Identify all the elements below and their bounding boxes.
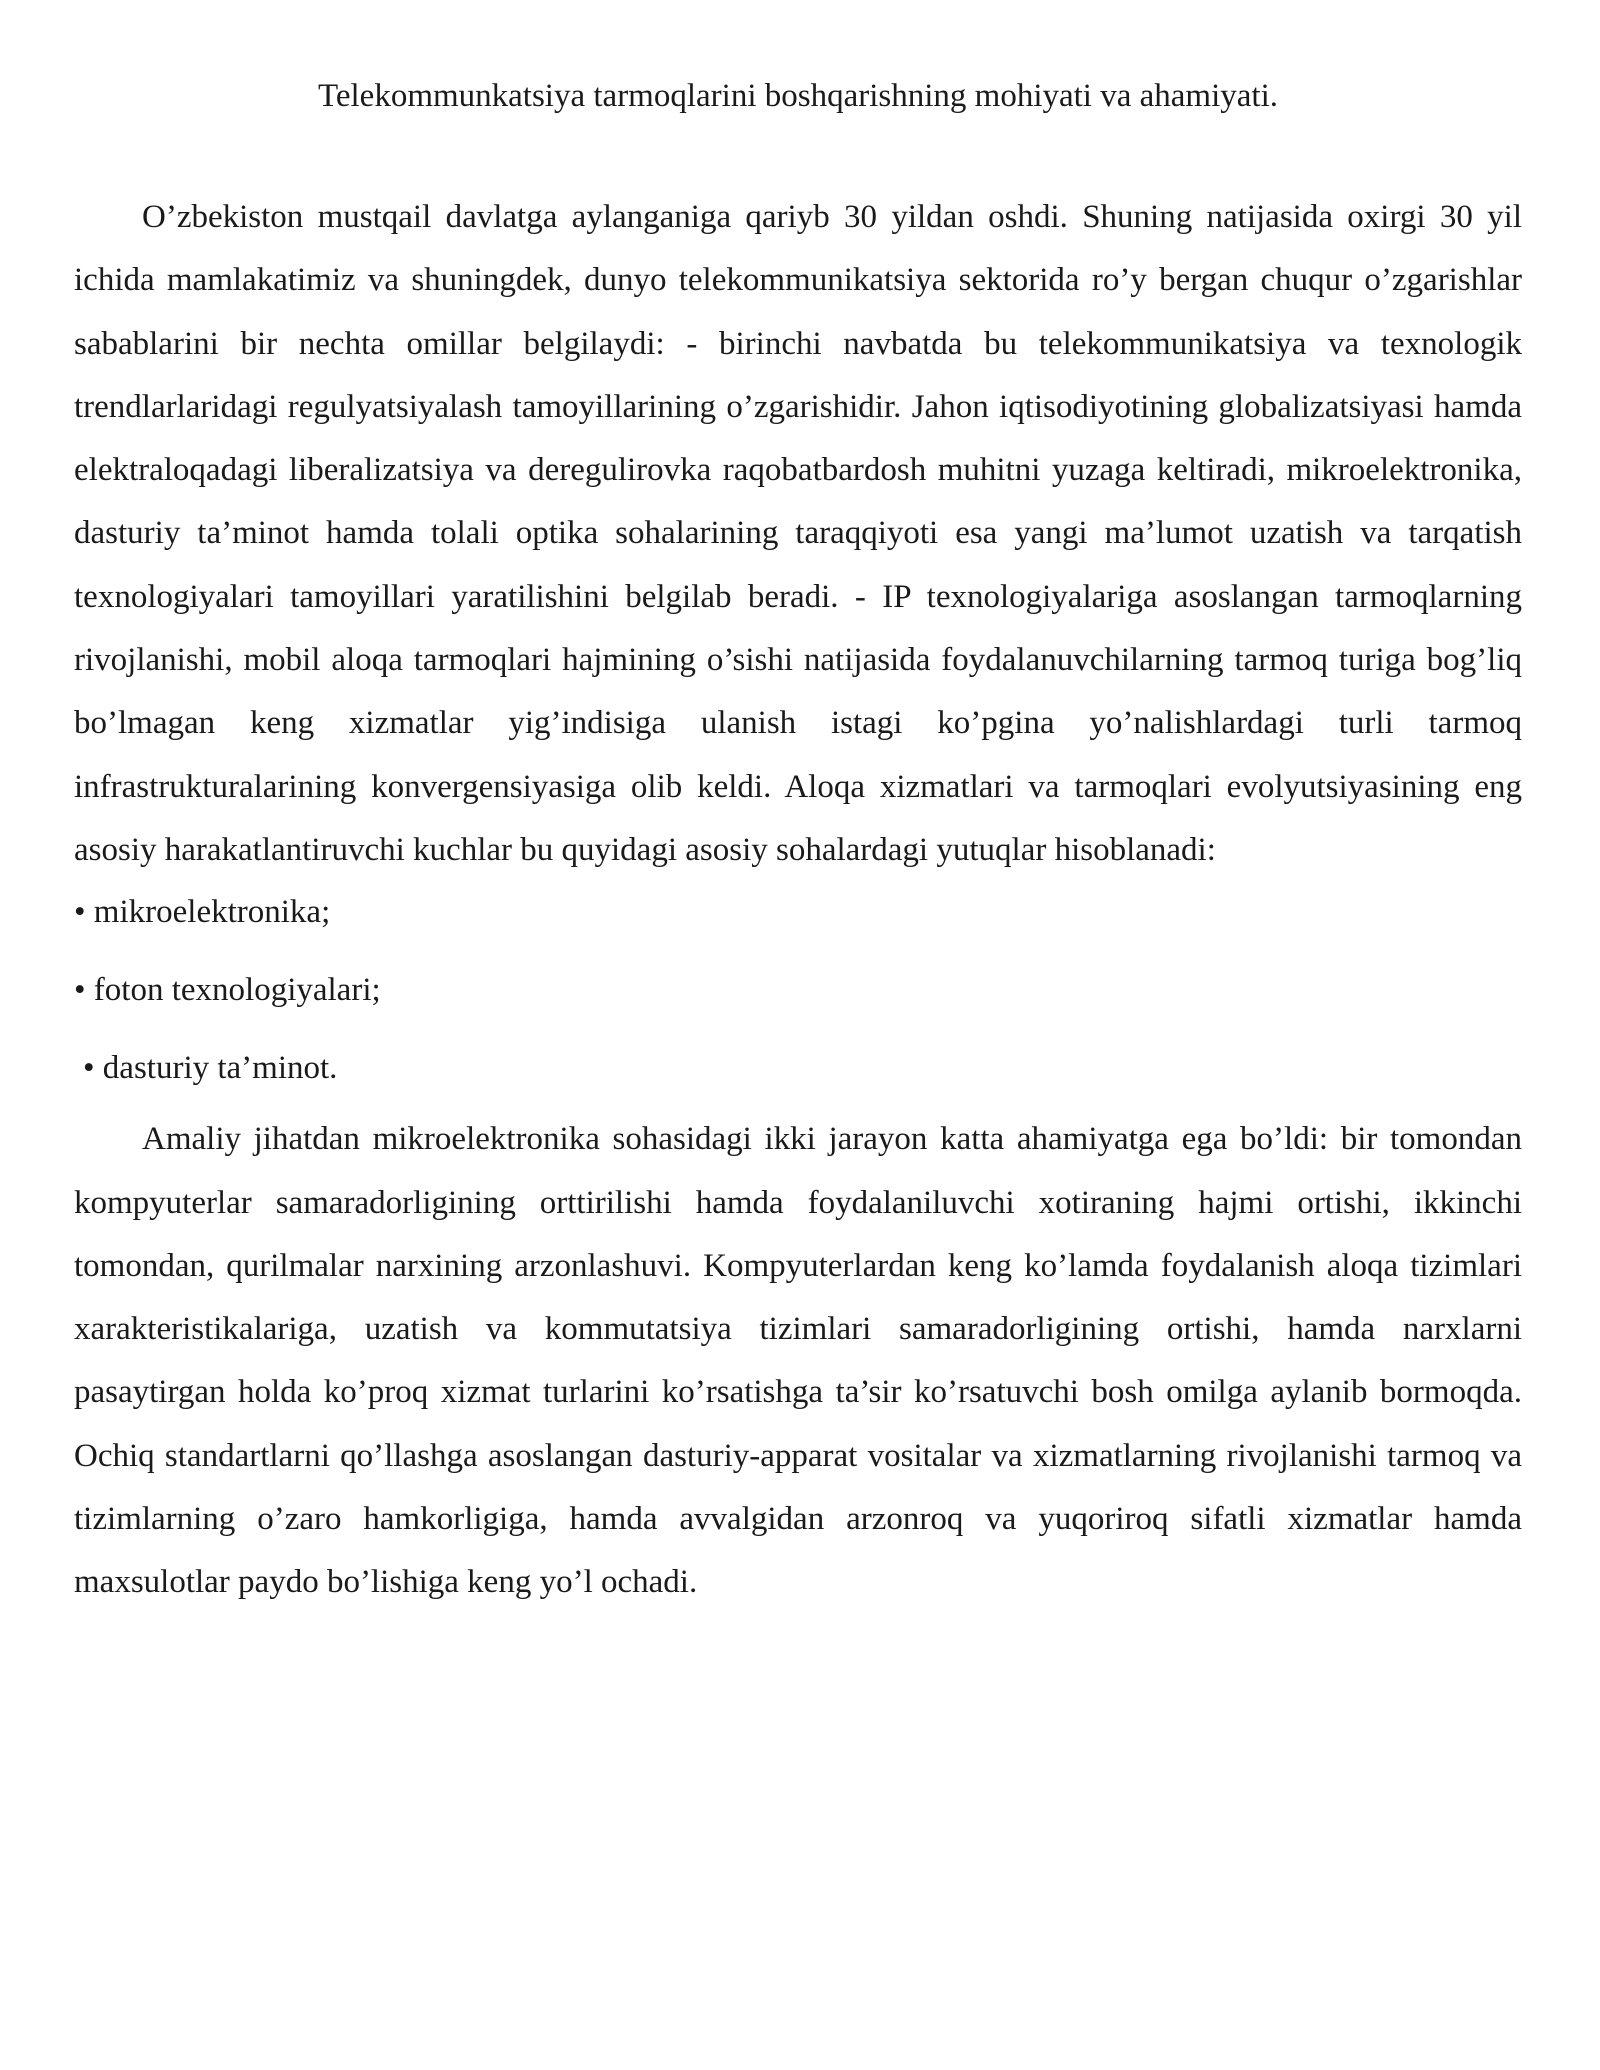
paragraph-intro: O’zbekiston mustqail davlatga aylanganiga qariyb 30 yildan oshdi. Shuning natijasida oxirgi 30 yil ichida mamlakatimiz va shuningdek, dunyo telekommunikatsiya sektorida ro’y bergan chuqur o’zgarishlar sabablarini bir nechta omillar belgilaydi: - birinchi navbatda bu telekommunikatsiya va texnologik trendlarlaridagi regulyatsiyalash tamoyillarining o’zgarishidir. Jahon iqtisodiyotining globalizatsiyasi hamda elektraloqadagi liberalizatsiya va deregulirovka raqobatbardosh muhitni yuzaga keltiradi, mikroelektronika, dasturiy ta’minot hamda tolali optika sohalarining taraqqiyoti esa yangi ma’lumot uzatish va tarqatish texnologiyalari tamoyillari yaratilishini belgilab beradi. - IP texnologiyalariga asoslangan tarmoqlarning rivojlanishi, mobil aloqa tarmoqlari hajmining o’sishi natijasida foydalanuvchilarning tarmoq turiga bog’liq bo’lmagan keng xizmatlar yig’indisiga ulanish istagi ko’pgina yo’nalishlardagi turli tarmoq infrastrukturalarining konvergensiyasiga olib keldi. Aloqa xizmatlari va tarmoqlari evolyutsiyasining eng asosiy harakatlantiruvchi kuchlar bu quyidagi asosiy sohalardagi yutuqlar hisoblanadi: (74, 199, 1522, 868)
list-item: • mikroelektronika; (74, 894, 331, 931)
document-title: Telekommunkatsiya tarmoqlarini boshqarishning mohiyati va ahamiyati. (318, 78, 1278, 114)
bullet-list (74, 892, 1522, 1088)
list-item: • dasturiy ta’minot. (83, 1050, 338, 1087)
list-item: • foton texnologiyalari; (74, 972, 381, 1009)
paragraph-microelectronics: Amaliy jihatdan mikroelektronika sohasidagi ikki jarayon katta ahamiyatga ega bo’ldi: bir tomondan kompyuterlar samaradorligining orttirilishi hamda foydalaniluvchi xotiraning hajmi ortishi, ikkinchi tomondan, qurilmalar narxining arzonlashuvi. Kompyuterlardan keng ko’lamda foydalanish aloqa tizimlari xarakteristikalariga, uzatish va kommutatsiya tizimlari samaradorligining ortishi, hamda narxlarni pasaytirgan holda ko’proq xizmat turlarini ko’rsatishga ta’sir ko’rsatuvchi bosh omilga aylanib bormoqda. Ochiq standartlarni qo’llashga asoslangan dasturiy-apparat vositalar va xizmatlarning rivojlanishi tarmoq va tizimlarning o’zaro hamkorligiga, hamda avvalgidan arzonroq va yuqoriroq sifatli xizmatlar hamda maxsulotlar paydo bo’lishiga keng yo’l ochadi. (74, 1121, 1522, 1601)
document-page (74, 72, 1522, 1615)
